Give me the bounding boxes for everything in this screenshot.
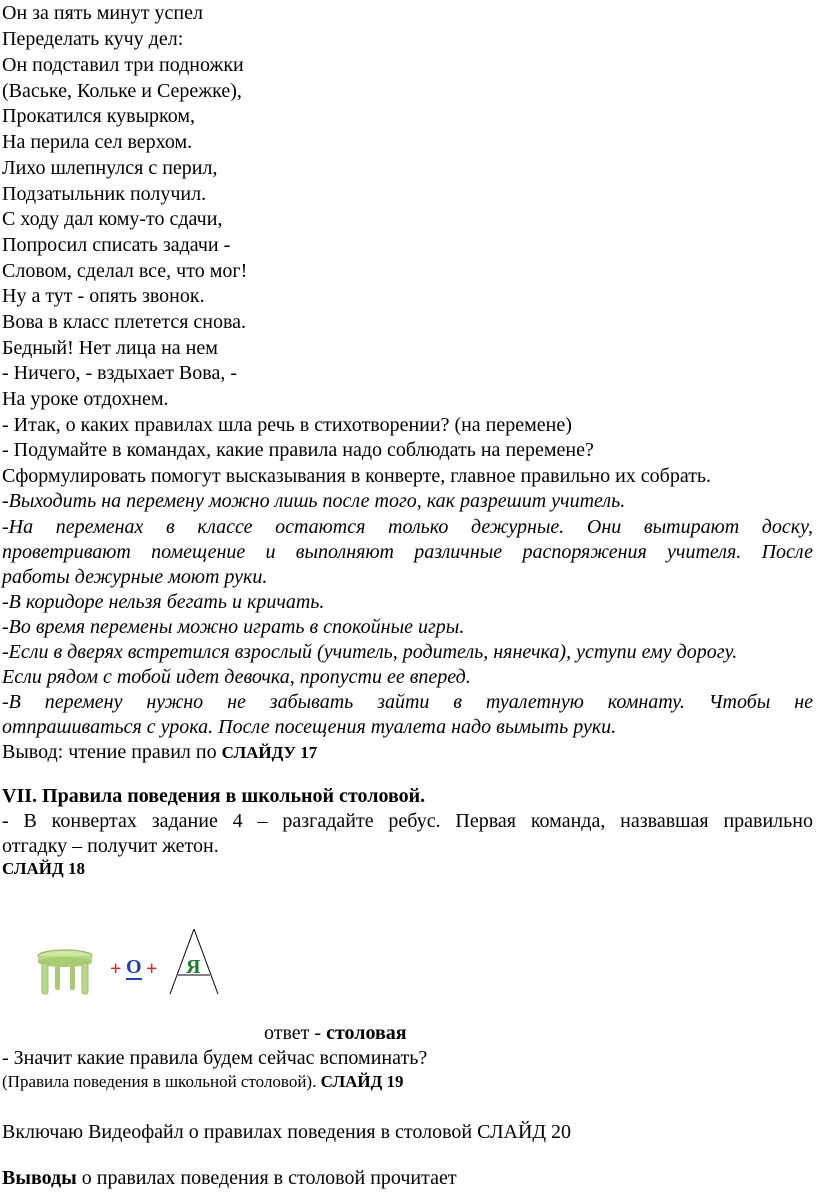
final-bold: Выводы: [2, 1167, 77, 1189]
section-title: VII. Правила поведения в школьной столовой.: [2, 785, 426, 807]
rule-line: работы дежурные моют руки.: [2, 566, 268, 588]
poem-line: Лихо шлепнулся с перил,: [2, 157, 218, 179]
poem-line: Словом, сделал все, что мог!: [2, 260, 248, 282]
final-line: [2, 1166, 457, 1190]
answer-word: столовая: [326, 1022, 407, 1044]
slide-ref: СЛАЙД 18: [2, 859, 85, 878]
table-icon: [36, 948, 94, 996]
question-line: Сформулировать помогут высказывания в конверте, главное правильно их собрать.: [2, 465, 712, 487]
followup-question: - Значит какие правила будем сейчас вспоминать?: [2, 1047, 428, 1069]
question-line: - Подумайте в командах, какие правила надо соблюдать на перемене?: [2, 439, 594, 461]
video-line: Включаю Видеофайл о правилах поведения в столовой СЛАЙД 20: [2, 1121, 572, 1143]
task-line: отгадку – получит жетон.: [2, 835, 219, 857]
rebus-letter-ya: Я: [186, 956, 201, 978]
poem-line: Бедный! Нет лица на нем: [2, 337, 218, 359]
rule-line: -Выходить на перемену можно лишь после того, как разрешит учитель.: [2, 490, 626, 512]
rebus-letter-o: О: [126, 956, 142, 978]
question-line: - Итак, о каких правилах шла речь в стихотворении? (на перемене): [2, 414, 572, 436]
rule-line: -В коридоре нельзя бегать и кричать.: [2, 591, 325, 613]
poem-line: Подзатыльник получил.: [2, 183, 207, 205]
answer-line: [264, 1021, 407, 1045]
poem-line: Прокатился кувырком,: [2, 105, 196, 127]
rule-line: -На переменах в классе остаются только дежурные. Они вытирают доску,: [2, 516, 813, 538]
poem-line: - Ничего, - вздыхает Вова, -: [2, 362, 237, 384]
task-line: - В конвертах задание 4 – разгадайте ребус. Первая команда, назвавшая правильно: [2, 810, 813, 832]
poem-line: На перила сел верхом.: [2, 131, 193, 153]
conclusion-text: Вывод: чтение правил по: [2, 741, 222, 763]
poem-line: Попросил списать задачи -: [2, 234, 231, 256]
poem-line: Ну а тут - опять звонок.: [2, 285, 205, 307]
poem-line: Вова в класс плетется снова.: [2, 311, 247, 333]
rule-line: проветривают помещение и выполняют различные распоряжения учителя. После: [2, 541, 813, 563]
conclusion-line: [2, 740, 317, 765]
rule-line: отпрашиваться с урока. После посещения туалета надо вымыть руки.: [2, 716, 617, 738]
followup-note: (Правила поведения в школьной столовой).: [2, 1072, 321, 1091]
rule-line: -В перемену нужно не забывать зайти в туалетную комнату. Чтобы не: [2, 691, 813, 713]
final-rest: о правилах поведения в столовой прочитает: [76, 1167, 457, 1189]
answer-label: ответ -: [264, 1022, 327, 1044]
poem-line: Переделать кучу дел:: [2, 28, 184, 50]
poem-line: Он за пять минут успел: [2, 2, 203, 24]
poem-line: Он подставил три подножки: [2, 54, 244, 76]
conclusion-slide: СЛАЙДУ 17: [221, 743, 318, 762]
rebus-plus: +: [110, 958, 122, 980]
followup-slide: СЛАЙД 19: [320, 1072, 404, 1091]
rule-line: -Если в дверях встретился взрослый (учитель, родитель, нянечка), уступи ему дорогу.: [2, 641, 738, 663]
rule-line: Если рядом с тобой идет девочка, пропусти ее вперед.: [2, 666, 471, 688]
poem-line: (Ваське, Кольке и Сережке),: [2, 80, 242, 102]
rule-line: -Во время перемены можно играть в спокойные игры.: [2, 616, 465, 638]
followup-note-line: [2, 1070, 404, 1094]
poem-line: С ходу дал кому-то сдачи,: [2, 208, 223, 230]
poem-line: На уроке отдохнем.: [2, 388, 169, 410]
rebus-plus: +: [146, 958, 158, 980]
